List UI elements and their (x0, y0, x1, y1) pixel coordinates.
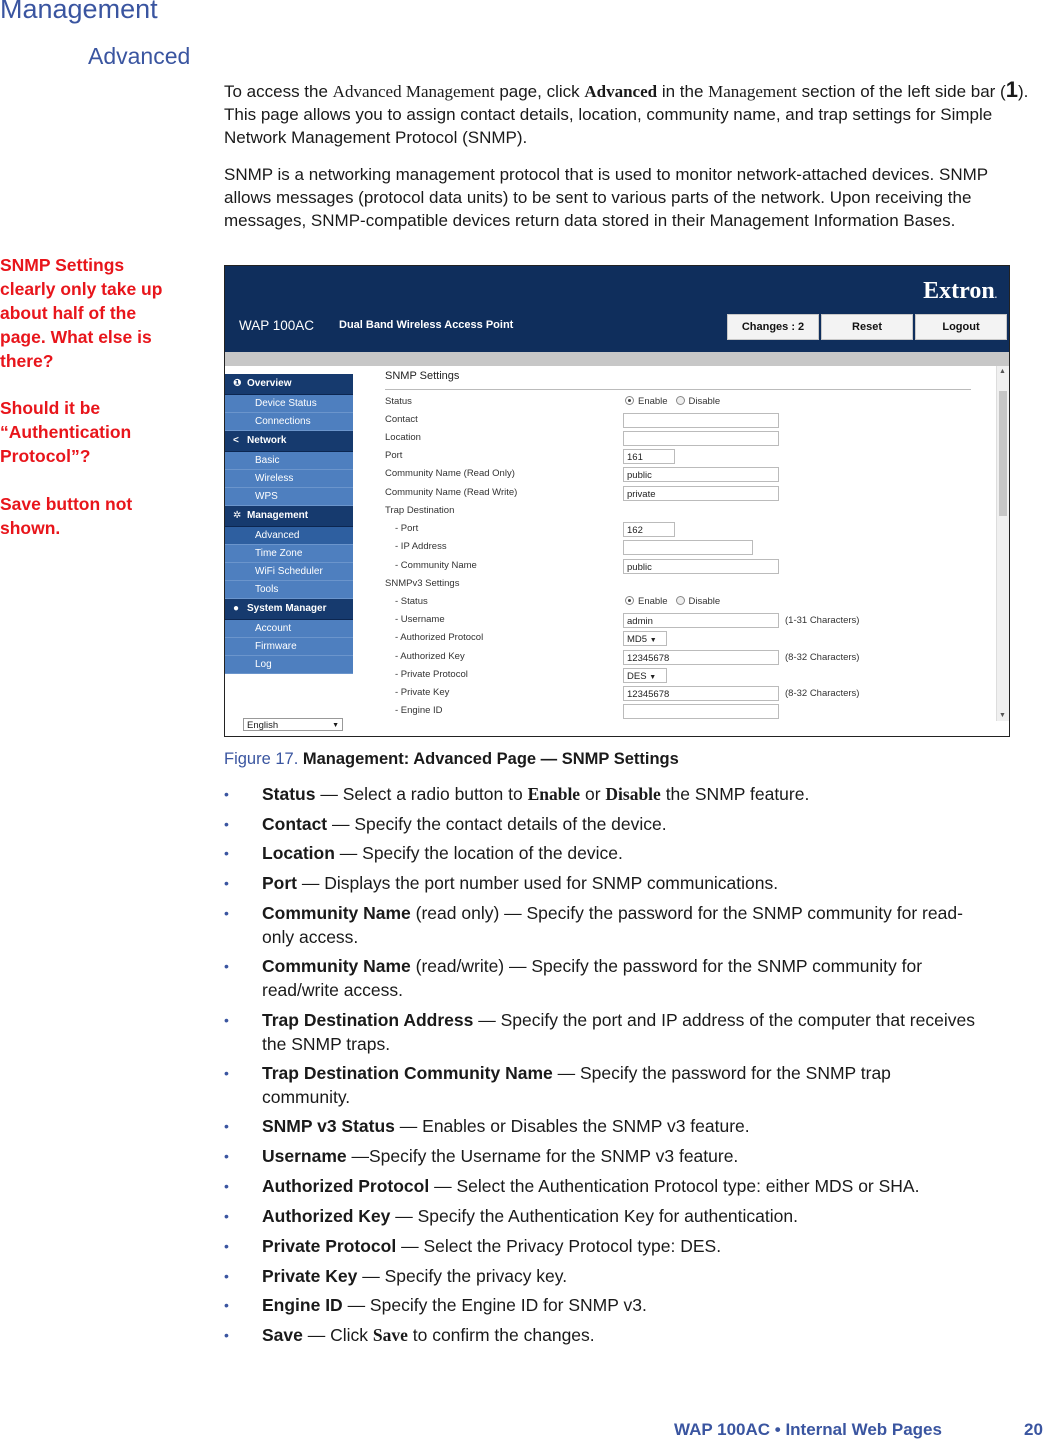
intro-paragraph-2: SNMP is a networking management protocol that is used to monitor network-attached devices. SNMP allows messages (protocol data units) to be sent to various parts of the network. Upon receiving the messages, SNMP-compatible devices return data stored in their Management Information Bases. (224, 165, 988, 230)
sidebar-item-wifi-scheduler[interactable]: WiFi Scheduler (225, 563, 353, 581)
location-input[interactable] (623, 431, 779, 446)
row-v3-private-key: - Private Key 12345678 (8-32 Characters) (395, 687, 860, 700)
review-note-1: SNMP Settings clearly only take up about half of the page. What else is there? (0, 255, 163, 371)
row-trap-port: - Port 162 (385, 521, 971, 539)
row-trap-community: - Community Name public (385, 558, 971, 576)
sidebar-item-connections[interactable]: Connections (225, 413, 353, 431)
sidebar-section-management[interactable]: ✲ Management (225, 506, 353, 527)
row-v3-auth-protocol: - Authorized Protocol MD5 ▼ (385, 630, 971, 648)
chevron-down-icon: ▼ (332, 722, 339, 729)
header-divider (225, 352, 1009, 366)
snmp-settings-screenshot (224, 265, 1010, 737)
form-divider (385, 389, 971, 390)
sidebar-item-time-zone[interactable]: Time Zone (225, 545, 353, 563)
enable-radio[interactable] (625, 396, 634, 405)
sidebar (225, 374, 353, 674)
contact-input[interactable] (623, 413, 779, 428)
scroll-up-icon[interactable]: ▲ (999, 368, 1006, 375)
sidebar-item-advanced[interactable]: Advanced (225, 527, 353, 545)
scroll-down-icon[interactable]: ▼ (999, 712, 1006, 719)
row-port: Port 161 (385, 448, 971, 466)
row-v3-status: - Status Enable Disable (395, 596, 721, 607)
review-note-3: Save button not shown. (0, 494, 133, 538)
page-title: Management (0, 0, 158, 24)
username-input[interactable]: admin (623, 613, 779, 628)
sidebar-item-device-status[interactable]: Device Status (225, 395, 353, 413)
sidebar-section-network[interactable]: < Network (225, 431, 353, 452)
row-v3-username: - Username admin (1-31 Characters) (395, 614, 860, 627)
row-contact: Contact (385, 412, 971, 430)
info-icon: ❶ (233, 378, 242, 389)
row-v3-private-protocol: - Private Protocol DES ▼ (385, 667, 971, 685)
auth-key-input[interactable]: 12345678 (623, 650, 779, 665)
row-snmpv3-settings: SNMPv3 Settings (385, 578, 460, 589)
language-select[interactable]: English ▼ (243, 718, 343, 731)
review-note-2: Should it be “Authentication Protocol”? (0, 398, 132, 466)
footer-label: WAP 100AC • Internal Web Pages (674, 1420, 942, 1439)
chevron-down-icon: ▼ (649, 637, 657, 644)
sidebar-item-account[interactable]: Account (225, 620, 353, 638)
top-bar (225, 266, 1009, 352)
row-location: Location (385, 430, 971, 448)
intro-paragraph-1: To access the Advanced Management page, click Advanced in the Management section of the left side bar (1). This page allows you to assign contact details, location, community name, and trap settings for Simple Network Management Protocol (SNMP). (224, 77, 1029, 147)
sidebar-item-tools[interactable]: Tools (225, 581, 353, 599)
private-key-input[interactable]: 12345678 (623, 686, 779, 701)
logout-button[interactable]: Logout (915, 314, 1007, 340)
user-icon: ● (233, 603, 240, 614)
row-trap-destination: Trap Destination (385, 505, 455, 516)
reset-button[interactable]: Reset (821, 314, 913, 340)
v3-disable-radio[interactable] (676, 596, 685, 605)
chevron-down-icon: ▼ (649, 674, 657, 681)
model-description: Dual Band Wireless Access Point (339, 319, 514, 331)
port-input[interactable]: 161 (623, 449, 675, 464)
row-status: Status Enable Disable (385, 396, 721, 407)
sidebar-item-log[interactable]: Log (225, 656, 353, 674)
row-v3-auth-key: - Authorized Key 12345678 (8-32 Characters) (395, 651, 860, 664)
model-name: WAP 100AC (239, 318, 315, 333)
disable-radio[interactable] (676, 396, 685, 405)
row-community-read-write: Community Name (Read Write) private (385, 485, 971, 503)
scrollbar[interactable] (996, 366, 1009, 721)
sidebar-item-basic[interactable]: Basic (225, 452, 353, 470)
share-icon: < (233, 435, 239, 446)
trap-ip-input[interactable] (623, 540, 753, 555)
sidebar-item-wireless[interactable]: Wireless (225, 470, 353, 488)
changes-button[interactable]: Changes : 2 (727, 314, 819, 340)
page-number: 20 (1024, 1420, 1043, 1439)
community-ro-input[interactable]: public (623, 467, 779, 482)
sidebar-item-firmware[interactable]: Firmware (225, 638, 353, 656)
sidebar-item-wps[interactable]: WPS (225, 488, 353, 506)
sidebar-section-overview[interactable]: ❶ Overview (225, 374, 353, 395)
private-protocol-select[interactable]: DES ▼ (623, 668, 667, 683)
v3-enable-radio[interactable] (625, 596, 634, 605)
row-v3-engine-id: - Engine ID (385, 703, 971, 721)
figure-caption: Figure 17. Management: Advanced Page — SNMP Settings (224, 750, 679, 768)
row-trap-ip: - IP Address (385, 539, 971, 557)
auth-protocol-select[interactable]: MD5 ▼ (623, 631, 667, 646)
trap-community-input[interactable]: public (623, 559, 779, 574)
engine-id-input[interactable] (623, 704, 779, 719)
trap-port-input[interactable]: 162 (623, 522, 675, 537)
gear-icon: ✲ (233, 510, 242, 521)
row-community-read-only: Community Name (Read Only) public (385, 466, 971, 484)
sidebar-section-system-manager[interactable]: ● System Manager (225, 599, 353, 620)
extron-logo: Extron. (923, 278, 997, 304)
scrollbar-thumb[interactable] (999, 391, 1007, 516)
community-rw-input[interactable]: private (623, 486, 779, 501)
page-subtitle: Advanced (88, 43, 191, 69)
form-title: SNMP Settings (385, 370, 460, 382)
